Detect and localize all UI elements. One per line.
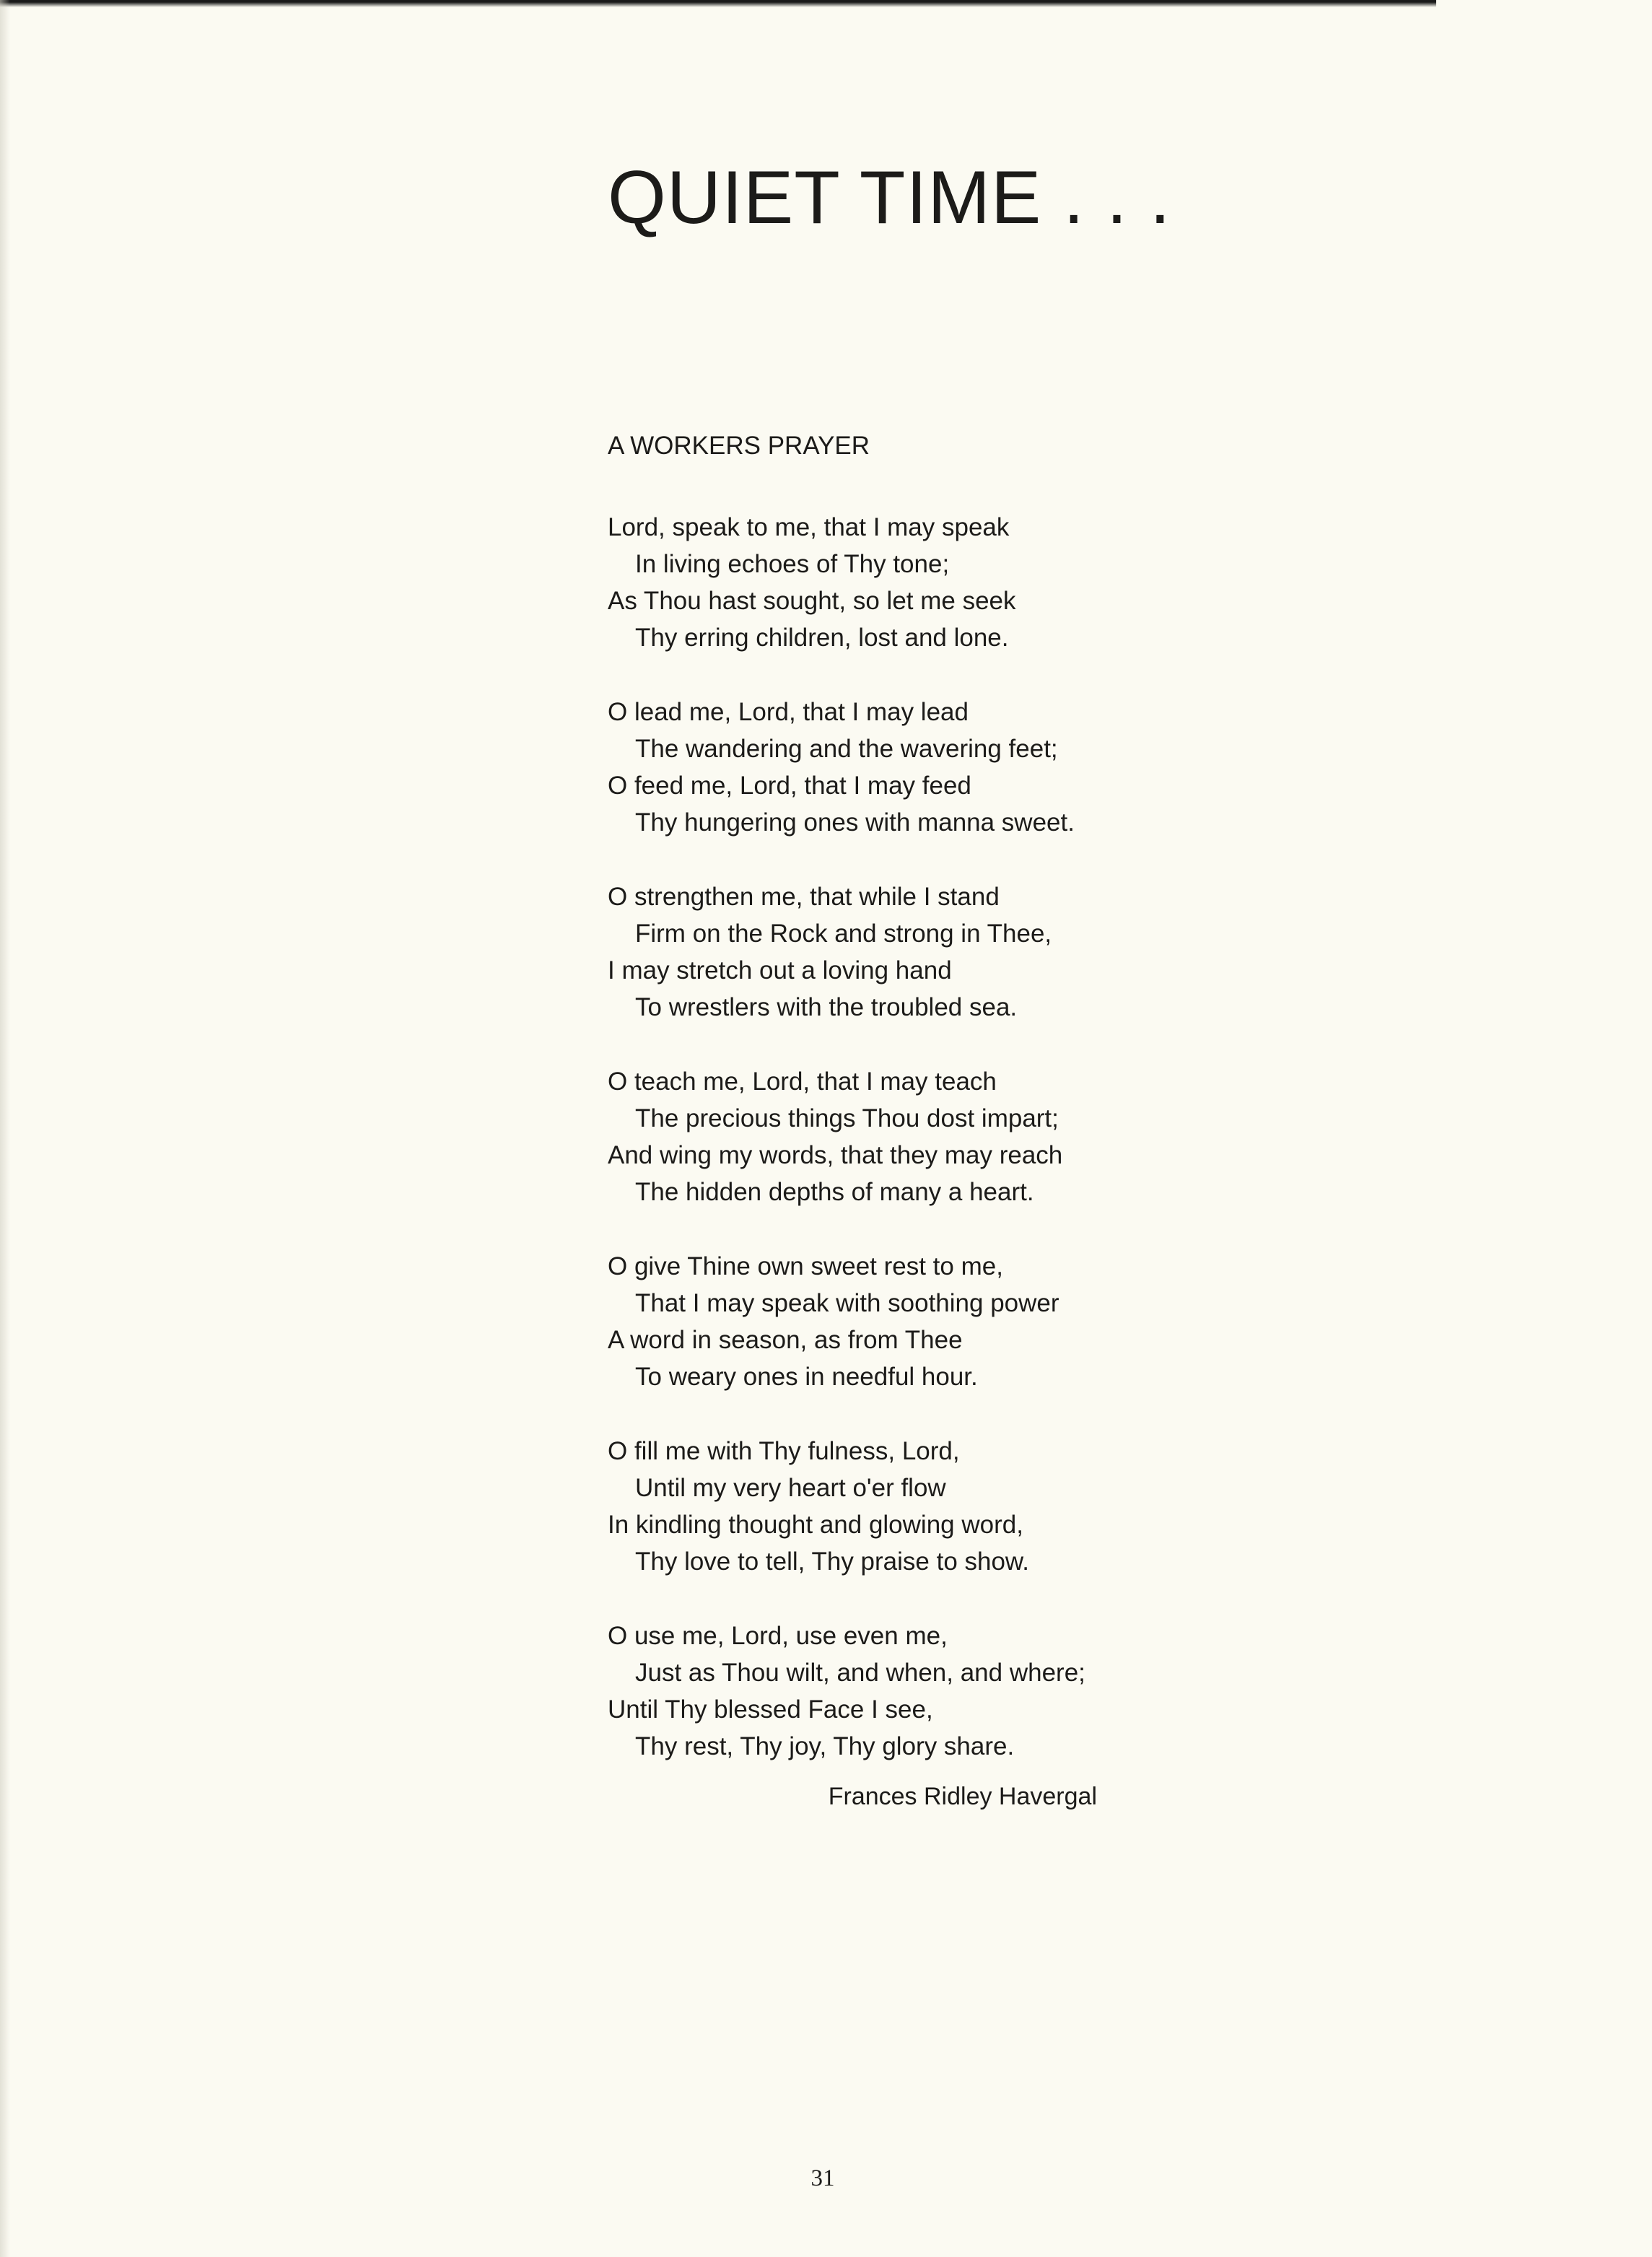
stanza-7 bbox=[608, 1618, 1127, 1765]
poem-line: O use me, Lord, use even me, bbox=[608, 1622, 948, 1650]
poem-line: In living echoes of Thy tone; bbox=[635, 550, 950, 578]
stanza-2 bbox=[608, 694, 1127, 841]
poem bbox=[608, 433, 1127, 1802]
poem-line: O give Thine own sweet rest to me, bbox=[608, 1252, 1003, 1280]
poem-line: And wing my words, that they may reach bbox=[608, 1141, 1063, 1169]
poem-line: As Thou hast sought, so let me seek bbox=[608, 587, 1016, 615]
poem-author: Frances Ridley Havergal bbox=[828, 1783, 1097, 1810]
poem-line: To wrestlers with the troubled sea. bbox=[635, 993, 1018, 1021]
poem-line: Thy rest, Thy joy, Thy glory share. bbox=[635, 1732, 1015, 1760]
stanza-5 bbox=[608, 1248, 1127, 1395]
poem-line: O teach me, Lord, that I may teach bbox=[608, 1068, 997, 1096]
poem-line: The wandering and the wavering feet; bbox=[635, 735, 1058, 763]
poem-line: A word in season, as from Thee bbox=[608, 1326, 963, 1354]
poem-line: I may stretch out a loving hand bbox=[608, 956, 952, 985]
stanza-1 bbox=[608, 509, 1127, 656]
poem-line: O feed me, Lord, that I may feed bbox=[608, 772, 971, 800]
poem-line: Firm on the Rock and strong in Thee, bbox=[635, 920, 1052, 948]
page-top-edge-shadow bbox=[0, 0, 1436, 7]
poem-line: To weary ones in needful hour. bbox=[635, 1363, 978, 1391]
stanza-4 bbox=[608, 1063, 1127, 1210]
poem-line: O strengthen me, that while I stand bbox=[608, 883, 1000, 911]
stanza-6 bbox=[608, 1433, 1127, 1580]
stanza-3 bbox=[608, 878, 1127, 1026]
poem-line: Just as Thou wilt, and when, and where; bbox=[635, 1659, 1085, 1687]
poem-line: In kindling thought and glowing word, bbox=[608, 1511, 1023, 1539]
poem-line: Lord, speak to me, that I may speak bbox=[608, 513, 1010, 541]
poem-line: Until my very heart o'er flow bbox=[635, 1474, 946, 1502]
page-number: 31 bbox=[810, 2165, 835, 2191]
page-title: QUIET TIME . . . bbox=[608, 156, 1171, 240]
poem-line: O fill me with Thy fulness, Lord, bbox=[608, 1437, 960, 1465]
poem-line: Thy love to tell, Thy praise to show. bbox=[635, 1547, 1030, 1576]
poem-line: Thy erring children, lost and lone. bbox=[635, 624, 1009, 652]
poem-line: Until Thy blessed Face I see, bbox=[608, 1695, 933, 1724]
poem-line: The precious things Thou dost impart; bbox=[635, 1104, 1059, 1132]
page-left-edge-shadow bbox=[0, 0, 10, 2257]
poem-line: That I may speak with soothing power bbox=[635, 1289, 1059, 1317]
poem-line: The hidden depths of many a heart. bbox=[635, 1178, 1034, 1206]
poem-line: O lead me, Lord, that I may lead bbox=[608, 698, 969, 726]
poem-heading: A WORKERS PRAYER bbox=[608, 432, 870, 460]
poem-line: Thy hungering ones with manna sweet. bbox=[635, 808, 1075, 837]
